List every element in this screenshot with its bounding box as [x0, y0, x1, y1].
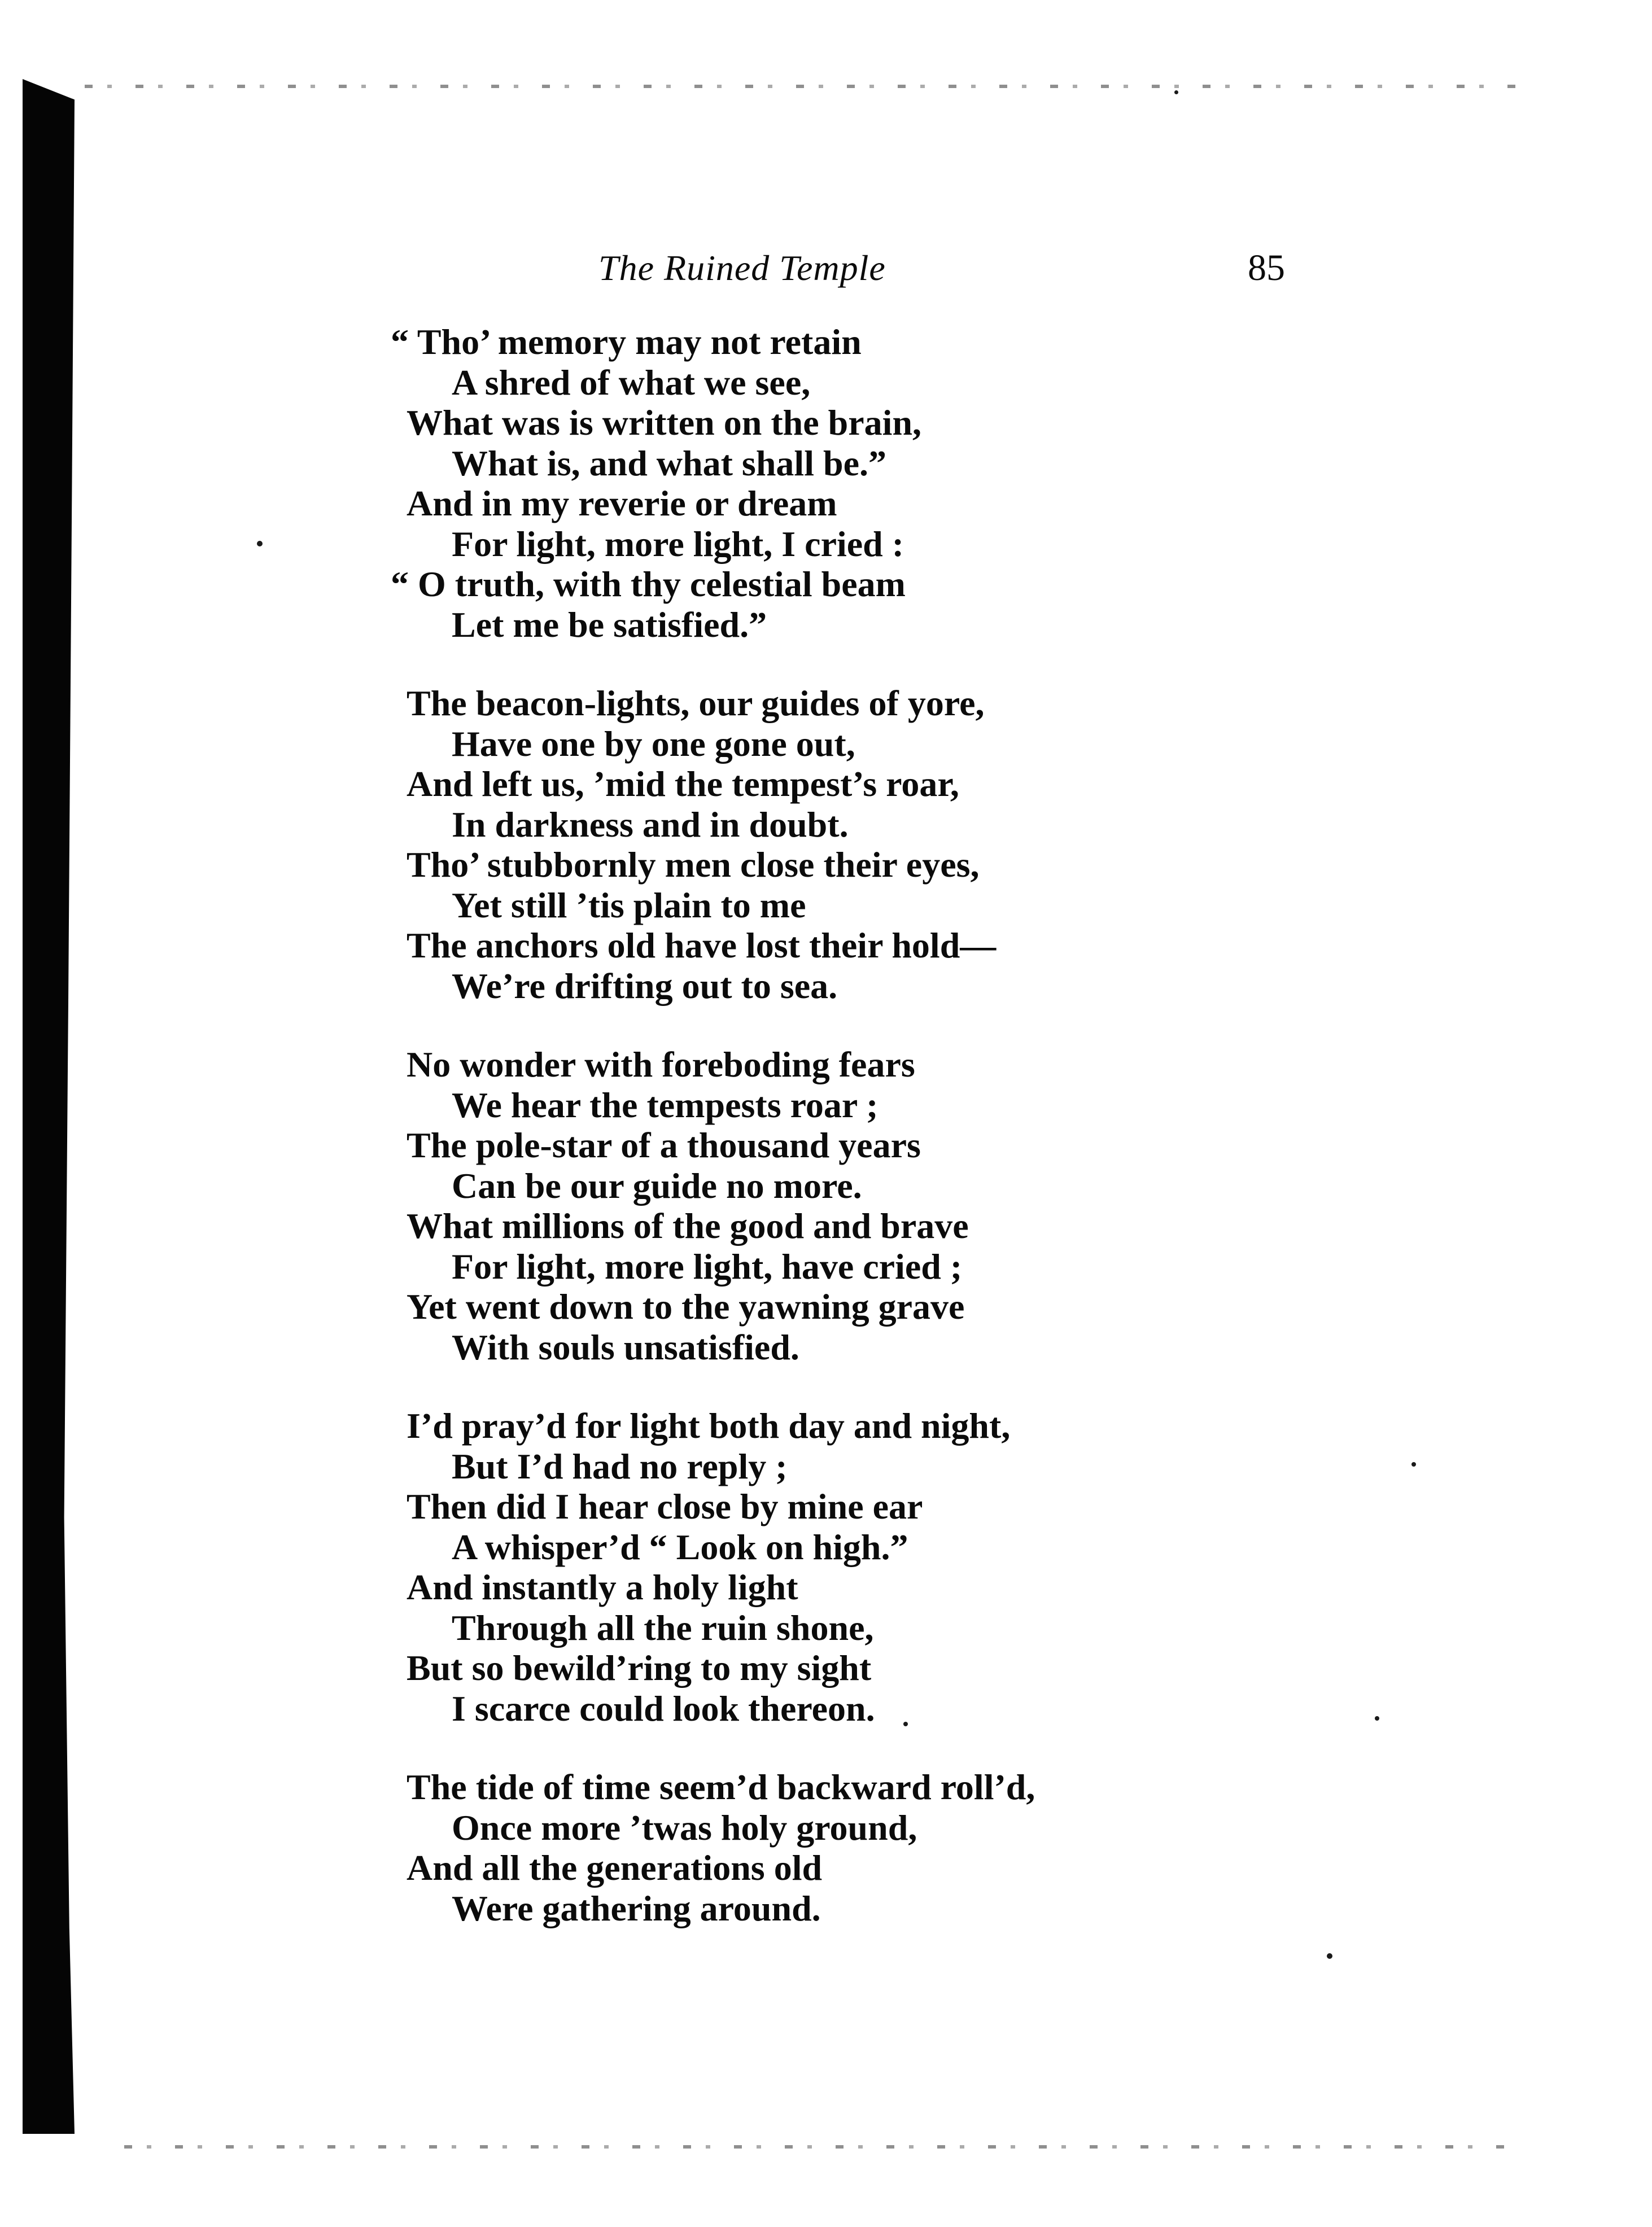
- poem-line: Let me be satisfied.”: [452, 604, 767, 645]
- stanza-4: [407, 1406, 1338, 1729]
- poem-line: A shred of what we see,: [452, 362, 811, 402]
- poem-line: Yet still ’tis plain to me: [452, 885, 806, 925]
- poem-line: For light, more light, have cried ;: [452, 1246, 963, 1287]
- page-header: [0, 237, 1652, 299]
- poem-line: A whisper’d “ Look on high.”: [452, 1526, 908, 1567]
- poem-line: I scarce could look thereon.: [452, 1688, 875, 1729]
- poem: [391, 322, 1338, 1967]
- poem-line: The beacon-lights, our guides of yore,: [407, 683, 985, 723]
- poem-line: Yet went down to the yawning grave: [407, 1287, 965, 1327]
- scan-speck: [1375, 1716, 1379, 1721]
- stanza-2: [407, 683, 1338, 1006]
- poem-line: And all the generations old: [407, 1848, 823, 1888]
- scan-noise-bottom: [124, 2145, 1513, 2149]
- poem-line: Have one by one gone out,: [452, 723, 855, 764]
- scan-speck: [1411, 1462, 1416, 1467]
- poem-line: With souls unsatisfied.: [452, 1327, 799, 1367]
- poem-line: And instantly a holy light: [407, 1567, 798, 1607]
- scan-speck: [1174, 90, 1178, 94]
- poem-line: Tho’ stubbornly men close their eyes,: [407, 845, 980, 885]
- poem-line: “ Tho’ memory may not retain: [391, 322, 862, 362]
- poem-line: I’d pray’d for light both day and night,: [407, 1406, 1011, 1446]
- page-number: 85: [1248, 247, 1285, 288]
- poem-line: The pole-star of a thousand years: [407, 1125, 921, 1165]
- poem-line: What is, and what shall be.”: [452, 443, 886, 483]
- poem-line: Once more ’twas holy ground,: [452, 1807, 917, 1848]
- binding-shadow: [23, 79, 75, 2134]
- poem-line: The tide of time seem’d backward roll’d,: [407, 1767, 1035, 1807]
- poem-line: The anchors old have lost their hold—: [407, 925, 997, 965]
- stanza-3: [407, 1044, 1338, 1367]
- poem-line: And in my reverie or dream: [407, 483, 837, 523]
- poem-line: But I’d had no reply ;: [452, 1446, 788, 1486]
- stanza-1: [391, 322, 1338, 645]
- poem-line: No wonder with foreboding fears: [407, 1044, 915, 1084]
- stanza-5: [407, 1767, 1338, 1928]
- poem-line: For light, more light, I cried :: [452, 523, 904, 564]
- poem-line: And left us, ’mid the tempest’s roar,: [407, 764, 959, 804]
- poem-line: Can be our guide no more.: [452, 1165, 862, 1206]
- poem-line: Were gathering around.: [452, 1888, 821, 1928]
- scan-noise-top: [85, 85, 1524, 88]
- scan-speck: [257, 541, 263, 546]
- poem-line: Then did I hear close by mine ear: [407, 1486, 923, 1526]
- poem-line: But so bewild’ring to my sight: [407, 1648, 872, 1688]
- poem-line: We’re drifting out to sea.: [452, 965, 838, 1006]
- poem-line: Through all the ruin shone,: [452, 1607, 874, 1648]
- poem-line: In darkness and in doubt.: [452, 804, 849, 845]
- poem-line: “ O truth, with thy celestial beam: [391, 564, 906, 604]
- running-title: The Ruined Temple: [598, 248, 886, 288]
- poem-line: We hear the tempests roar ;: [452, 1084, 879, 1125]
- poem-line: What was is written on the brain,: [407, 402, 922, 443]
- poem-line: What millions of the good and brave: [407, 1206, 969, 1246]
